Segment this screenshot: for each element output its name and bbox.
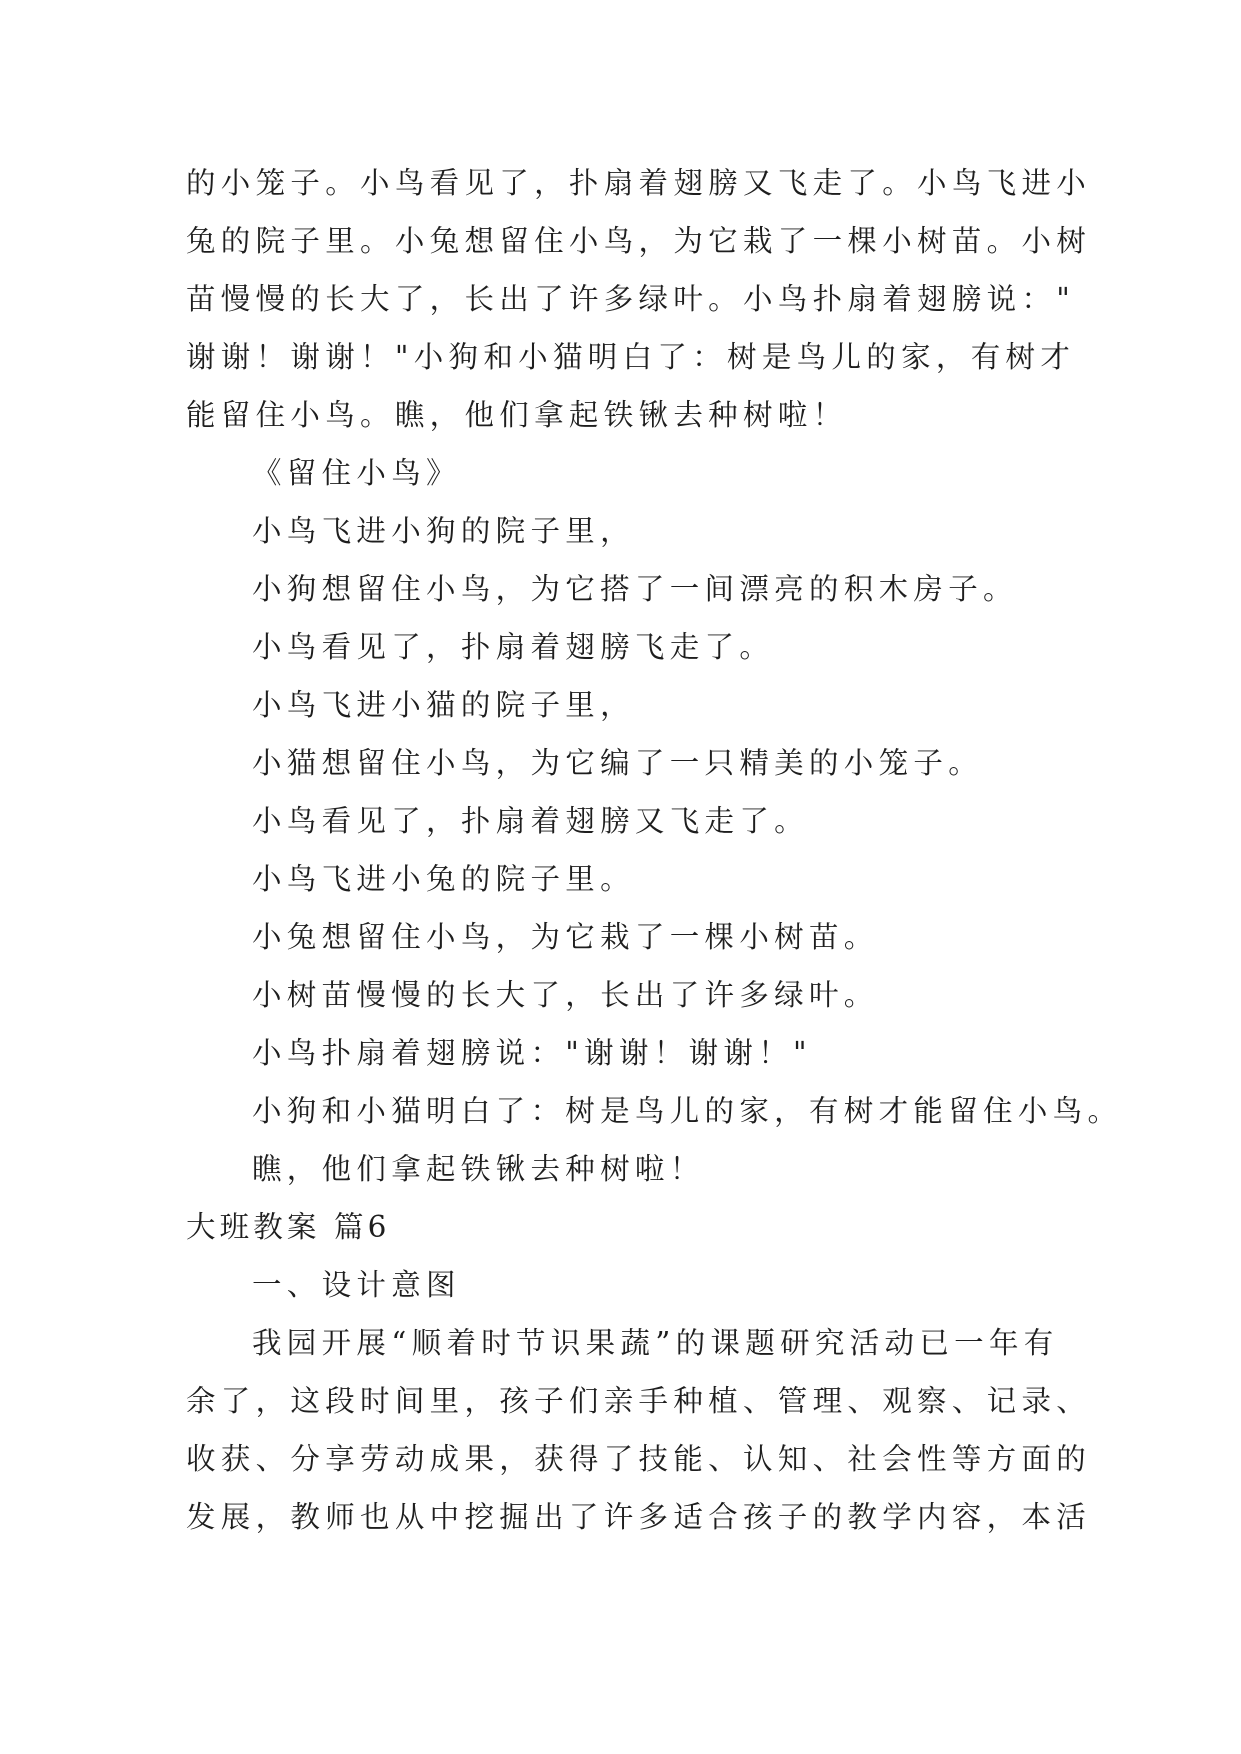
paragraph-line: 余了，这段时间里，孩子们亲手种植、管理、观察、记录、: [186, 1384, 1092, 1418]
paragraph-line: 能留住小鸟。瞧，他们拿起铁锹去种树啦！: [186, 398, 848, 432]
section-paragraph: [186, 1314, 1092, 1546]
poem-line: 小鸟看见了，扑扇着翅膀飞走了。: [252, 630, 775, 664]
section-subheading: 一、设计意图: [252, 1268, 461, 1302]
poem-line: 小鸟飞进小兔的院子里。: [252, 862, 635, 896]
poem-line: 小猫想留住小鸟，为它编了一只精美的小笼子。: [252, 746, 984, 780]
paragraph-line: 兔的院子里。小兔想留住小鸟，为它栽了一棵小树苗。小树: [186, 224, 1092, 258]
document-body: [186, 154, 1123, 1546]
paragraph-line: 发展，教师也从中挖掘出了许多适合孩子的教学内容，本活: [186, 1500, 1092, 1534]
poem-line: 小树苗慢慢的长大了，长出了许多绿叶。: [252, 978, 879, 1012]
story-paragraph: [186, 154, 1092, 444]
poem-line: 小兔想留住小鸟，为它栽了一棵小树苗。: [252, 920, 879, 954]
paragraph-line: 收获、分享劳动成果，获得了技能、认知、社会性等方面的: [186, 1442, 1092, 1476]
poem-line: 瞧，他们拿起铁锹去种树啦！: [252, 1152, 705, 1186]
section-heading: 大班教案 篇6: [186, 1210, 391, 1244]
poem-line: 小鸟飞进小狗的院子里，: [252, 514, 635, 548]
poem-title: 《留住小鸟》: [252, 456, 461, 490]
poem-line: 小狗和小猫明白了：树是鸟儿的家，有树才能留住小鸟。: [252, 1094, 1123, 1128]
poem-line: 小鸟飞进小猫的院子里，: [252, 688, 635, 722]
paragraph-line: 苗慢慢的长大了，长出了许多绿叶。小鸟扑扇着翅膀说：": [186, 282, 1076, 316]
paragraph-line: 谢谢！谢谢！"小狗和小猫明白了：树是鸟儿的家，有树才: [186, 340, 1076, 374]
poem-line: 小鸟看见了，扑扇着翅膀又飞走了。: [252, 804, 809, 838]
paragraph-line: 我园开展“顺着时节识果蔬”的课题研究活动已一年有: [252, 1326, 1059, 1360]
poem: [186, 444, 1123, 1198]
poem-line: 小狗想留住小鸟，为它搭了一间漂亮的积木房子。: [252, 572, 1018, 606]
poem-line: 小鸟扑扇着翅膀说："谢谢！谢谢！": [252, 1036, 812, 1070]
paragraph-line: 的小笼子。小鸟看见了，扑扇着翅膀又飞走了。小鸟飞进小: [186, 166, 1092, 200]
